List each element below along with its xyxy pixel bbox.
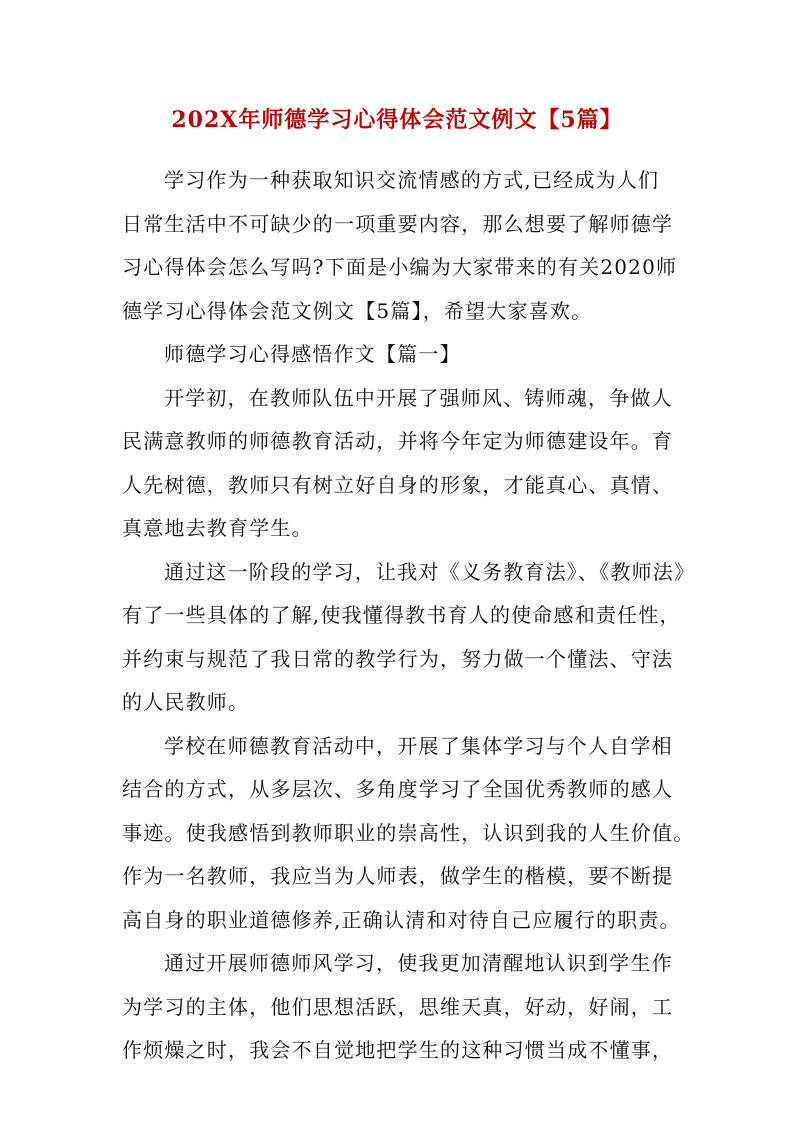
text-line: 真意地去教育学生。 xyxy=(122,516,313,540)
document-body xyxy=(122,159,696,1073)
paragraph xyxy=(122,942,682,1073)
paragraph xyxy=(122,551,696,725)
text-line: 习心得体会怎么写吗?下面是小编为大家带来的有关2020师 xyxy=(122,255,678,279)
text-line: 日常生活中不可缺少的一项重要内容，那么想要了解师德学 xyxy=(122,211,674,236)
text-line: 的人民教师。 xyxy=(122,690,250,714)
text-line: 高自身的职业道德修养,正确认清和对待自己应履行的职责。 xyxy=(122,907,681,932)
paragraph xyxy=(122,725,695,943)
text-line: 事迹。使我感悟到教师职业的崇高性，认识到我的人生价值。 xyxy=(122,820,695,845)
text-line: 德学习心得体会范文例文【5篇】，希望大家喜欢。 xyxy=(122,298,593,323)
paragraph xyxy=(122,333,682,377)
paragraph xyxy=(122,159,682,333)
text-line: 开学初，在教师队伍中开展了强师风、铸师魂，争做人 xyxy=(164,385,673,410)
text-line: 有了一些具体的了解,使我懂得教书育人的使命感和责任性， xyxy=(122,603,681,627)
text-line: 学校在师德教育活动中，开展了集体学习与个人自学相 xyxy=(164,733,673,758)
text-line: 师德学习心得感悟作文【篇一】 xyxy=(164,342,461,366)
text-line: 为学习的主体，他们思想活跃，思维天真，好动，好闹，工 xyxy=(122,994,674,1019)
text-line: 民满意教师的师德教育活动，并将今年定为师德建设年。育 xyxy=(122,429,674,453)
text-line: 通过这一阶段的学习，让我对《义务教育法》、《教师法》 xyxy=(164,559,696,584)
text-line: 作烦燥之时，我会不自觉地把学生的这种习惯当成不懂事， xyxy=(122,1038,674,1062)
text-line: 学习作为一种获取知识交流情感的方式,已经成为人们 xyxy=(164,168,660,192)
text-line: 人先树德，教师只有树立好自身的形象，才能真心、真情、 xyxy=(122,472,674,497)
text-line: 结合的方式，从多层次、多角度学习了全国优秀教师的感人 xyxy=(122,777,674,801)
text-line: 作为一名教师，我应当为人师表，做学生的楷模，要不断提 xyxy=(122,864,674,888)
document-title: 202X年师德学习心得体会范文例文【5篇】 xyxy=(171,107,623,133)
paragraph xyxy=(122,377,682,551)
text-line: 并约束与规范了我日常的教学行为，努力做一个懂法、守法 xyxy=(122,646,674,671)
text-line: 通过开展师德师风学习，使我更加清醒地认识到学生作 xyxy=(164,951,673,975)
